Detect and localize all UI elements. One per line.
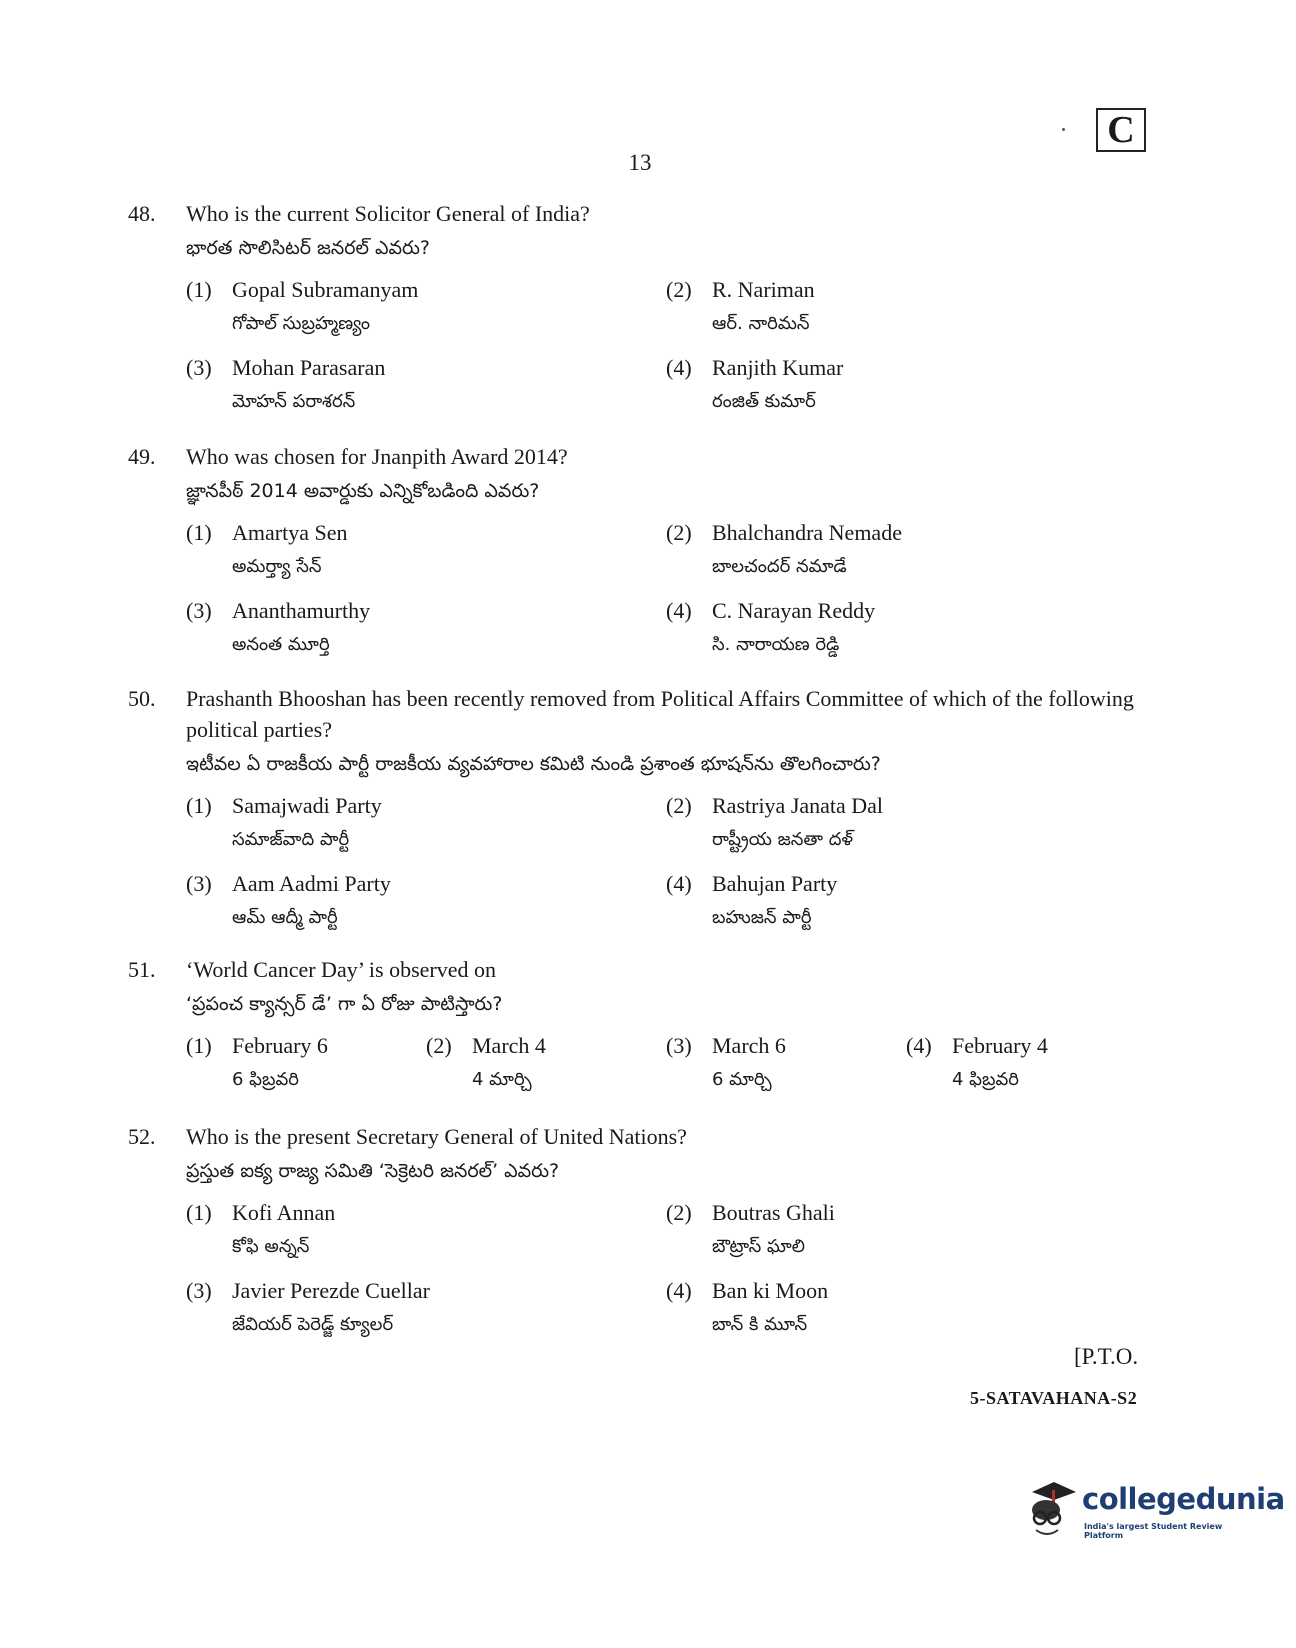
option-number: (1): [186, 1033, 212, 1058]
option-text-en: Boutras Ghali: [712, 1200, 835, 1225]
watermark-name: collegedunia: [1082, 1482, 1285, 1516]
question-text-te: ఇటీవల ఏ రాజకీయ పార్టీ రాజకీయ వ్యవహారాల కమిటి నుండి ప్రశాంత భూషన్‌ను తొలగించారు?: [186, 753, 881, 775]
option-text-te: సి. నారాయణ రెడ్డి: [712, 634, 840, 655]
question-51: [128, 954, 1168, 1097]
option-3: [186, 867, 666, 935]
option-4: [666, 594, 1146, 662]
mascot-icon: [1024, 1478, 1080, 1540]
options-grid: [186, 516, 1168, 662]
options-grid: [186, 789, 1168, 935]
question-50: [128, 683, 1168, 935]
question-text-en: Who was chosen for Jnanpith Award 2014?: [186, 444, 568, 469]
option-text-en: February 4: [952, 1033, 1048, 1058]
option-text-en: Ban ki Moon: [712, 1278, 829, 1303]
option-text-en: March 4: [472, 1033, 546, 1058]
question-text-te: భారత సొలిసిటర్ జనరల్ ఎవరు?: [186, 237, 430, 259]
question-text-en: ‘World Cancer Day’ is observed on: [186, 957, 496, 982]
option-number: (4): [906, 1033, 932, 1058]
question-text-en: Who is the current Solicitor General of India?: [186, 201, 590, 226]
option-2: [666, 789, 1146, 857]
option-3: [666, 1029, 906, 1097]
option-text-te: సమాజ్‌వాది పార్టీ: [232, 829, 350, 850]
option-1: [186, 273, 666, 341]
option-text-en: Amartya Sen: [232, 520, 348, 545]
question-text-en: Prashanth Bhooshan has been recently removed from Political Affairs Committee of which of the following political parties?: [186, 686, 1134, 742]
option-text-en: C. Narayan Reddy: [712, 598, 876, 623]
options-grid: [186, 273, 1168, 419]
option-number: (1): [186, 793, 212, 818]
option-1: [186, 516, 666, 584]
option-2: [426, 1029, 666, 1097]
option-4: [906, 1029, 1146, 1097]
watermark-tagline: India's largest Student Review Platform: [1084, 1522, 1223, 1540]
question-text-te: ‘ప్రపంచ క్యాన్సర్ డే’ గా ఏ రోజు పాటిస్తారు?: [186, 993, 503, 1015]
option-text-te: కోఫి అన్నన్: [232, 1236, 310, 1257]
option-text-en: Mohan Parasaran: [232, 355, 386, 380]
question-48: [128, 198, 1168, 419]
option-3: [186, 351, 666, 419]
option-text-en: Javier Perezde Cuellar: [232, 1278, 430, 1303]
option-text-en: Gopal Subramanyam: [232, 277, 419, 302]
option-number: (4): [666, 355, 692, 380]
option-text-en: Rastriya Janata Dal: [712, 793, 884, 818]
question-49: [128, 441, 1168, 662]
please-turn-over: [P.T.O.: [1074, 1344, 1139, 1369]
option-number: (4): [666, 598, 692, 623]
option-text-en: Aam Aadmi Party: [232, 871, 391, 896]
option-text-en: February 6: [232, 1033, 328, 1058]
question-number: 52.: [128, 1124, 156, 1149]
page-number: 13: [628, 150, 652, 175]
option-3: [186, 1274, 666, 1342]
option-text-te: అమర్త్యా సేన్: [232, 556, 322, 577]
question-text-en: Who is the present Secretary General of United Nations?: [186, 1124, 687, 1149]
option-number: (1): [186, 1200, 212, 1225]
option-text-te: బౌట్రాస్ ఘాలి: [712, 1236, 805, 1257]
option-4: [666, 351, 1146, 419]
option-number: (1): [186, 277, 212, 302]
option-number: (2): [666, 520, 692, 545]
option-text-en: R. Nariman: [712, 277, 815, 302]
question-text-te: ప్రస్తుత ఐక్య రాజ్య సమితి ‘సెక్రెటరి జనరల్’ ఎవరు?: [186, 1160, 560, 1182]
option-text-te: అనంత మూర్తి: [232, 634, 330, 655]
question-number: 50.: [128, 686, 156, 711]
option-text-te: ఆమ్ ఆద్మీ పార్టీ: [232, 907, 338, 928]
question-number: 49.: [128, 444, 156, 469]
option-text-en: Kofi Annan: [232, 1200, 336, 1225]
option-text-te: బాన్ కి మూన్: [712, 1314, 808, 1335]
option-1: [186, 1029, 426, 1097]
option-text-te: మోహన్ పరాశరన్: [232, 391, 356, 412]
option-text-te: రంజిత్ కుమార్: [712, 391, 816, 412]
option-1: [186, 1196, 666, 1264]
option-text-te: రాష్ట్రీయ జనతా దళ్: [712, 829, 854, 850]
options-grid: [186, 1029, 1168, 1097]
option-number: (3): [186, 1278, 212, 1303]
option-text-te: 6 ఫిబ్రవరి: [232, 1069, 299, 1090]
collegedunia-watermark: [1024, 1478, 1285, 1540]
option-number: (4): [666, 871, 692, 896]
option-text-te: ఆర్. నారిమన్: [712, 313, 810, 334]
option-text-te: గోపాల్ సుబ్రహ్మణ్యం: [232, 313, 371, 334]
option-2: [666, 516, 1146, 584]
option-4: [666, 1274, 1146, 1342]
option-number: (3): [186, 355, 212, 380]
option-text-te: బాలచందర్ నమాడే: [712, 556, 847, 577]
question-number: 51.: [128, 957, 156, 982]
option-number: (2): [666, 793, 692, 818]
option-number: (2): [426, 1033, 452, 1058]
option-text-en: Ananthamurthy: [232, 598, 371, 623]
option-2: [666, 273, 1146, 341]
stray-dot: [1062, 128, 1065, 131]
option-text-te: 4 మార్చి: [472, 1069, 532, 1090]
question-52: [128, 1121, 1168, 1342]
option-text-te: 4 ఫిబ్రవరి: [952, 1069, 1019, 1090]
option-3: [186, 594, 666, 662]
option-4: [666, 867, 1146, 935]
option-number: (1): [186, 520, 212, 545]
option-text-te: 6 మార్చి: [712, 1069, 772, 1090]
option-2: [666, 1196, 1146, 1264]
question-set-box: C: [1096, 108, 1146, 152]
option-text-te: జేవియర్ పెరెడ్జ్ క్యూలర్: [232, 1314, 394, 1335]
option-number: (2): [666, 277, 692, 302]
option-1: [186, 789, 666, 857]
option-number: (4): [666, 1278, 692, 1303]
option-text-en: March 6: [712, 1033, 786, 1058]
option-text-en: Ranjith Kumar: [712, 355, 844, 380]
option-text-en: Samajwadi Party: [232, 793, 382, 818]
options-grid: [186, 1196, 1168, 1342]
option-number: (3): [666, 1033, 692, 1058]
option-text-te: బహుజన్ పార్టీ: [712, 907, 812, 928]
paper-code: 5-SATAVAHANA-S2: [970, 1388, 1138, 1408]
option-number: (3): [186, 871, 212, 896]
question-text-te: జ్ఞానపీఠ్ 2014 అవార్డుకు ఎన్నికోబడింది ఎవరు?: [186, 480, 540, 502]
option-number: (3): [186, 598, 212, 623]
option-text-en: Bhalchandra Nemade: [712, 520, 902, 545]
question-number: 48.: [128, 201, 156, 226]
option-text-en: Bahujan Party: [712, 871, 838, 896]
option-number: (2): [666, 1200, 692, 1225]
